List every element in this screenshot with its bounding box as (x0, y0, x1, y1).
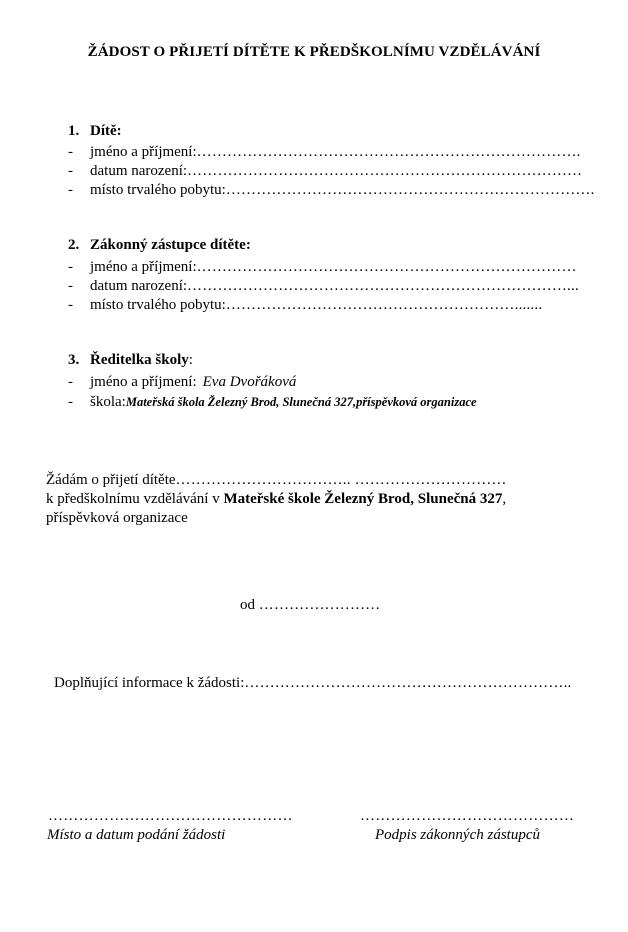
request-line-1 (46, 471, 507, 489)
child-name-row (68, 143, 581, 161)
child-residence-row (68, 181, 595, 199)
section-guardian-heading (68, 237, 251, 254)
section-number: 1. (68, 123, 80, 139)
form-title: ŽÁDOST O PŘIJETÍ DÍTĚTE K PŘEDŠKOLNÍMU VZDĚLÁVÁNÍ (87, 44, 541, 60)
signature-blank: …………………………………… (360, 808, 575, 824)
child-birthdate-blank: …………………………………………………………………… (187, 163, 583, 179)
section-title: Dítě: (90, 123, 122, 139)
section-colon: : (188, 352, 193, 368)
list-dash: - (68, 374, 73, 390)
list-dash: - (68, 394, 73, 410)
list-dash: - (68, 163, 73, 179)
list-dash: - (68, 259, 73, 275)
child-name-label: jméno a příjmení: (90, 144, 197, 160)
section-number: 3. (68, 352, 80, 368)
school-value: Mateřská škola Železný Brod, Slunečná 327,příspěvková organizace (125, 395, 477, 409)
list-dash: - (68, 297, 73, 313)
school-row (68, 393, 477, 411)
section-child-heading (68, 123, 122, 140)
place-date-blank: ………………………………………… (48, 808, 293, 824)
guardian-name-label: jméno a příjmení: (90, 259, 197, 275)
guardian-birthdate-blank: …………………………………………………………………... (187, 278, 579, 294)
list-dash: - (68, 182, 73, 198)
request-text: Žádám o přijetí dítěte (46, 472, 176, 488)
section-title: Ředitelka školy (90, 352, 189, 368)
list-dash: - (68, 278, 73, 294)
child-name-blank: …………………………………………………………………. (196, 144, 581, 160)
request-line-3 (46, 509, 188, 527)
section-headmistress-heading (68, 352, 193, 369)
guardian-name-blank: ………………………………………………………………… (196, 259, 577, 275)
child-residence-blank: ………………………………………………………………. (225, 182, 595, 198)
section-number: 2. (68, 237, 80, 253)
child-birthdate-row (68, 162, 582, 180)
guardian-birthdate-row (68, 277, 579, 295)
headmistress-name-label: jméno a příjmení: (90, 374, 197, 390)
section-title: Zákonný zástupce dítěte: (90, 237, 251, 253)
child-birthdate-label: datum narození: (90, 163, 188, 179)
place-date-label: Místo a datum podání žádosti (47, 827, 226, 843)
guardian-residence-row (68, 296, 542, 314)
from-date-row (240, 596, 380, 614)
signature-label: Podpis zákonných zástupců (375, 827, 540, 843)
request-comma: , (502, 491, 507, 507)
guardian-name-row (68, 258, 577, 276)
child-residence-label: místo trvalého pobytu: (90, 182, 226, 198)
school-name: Mateřské škole Železný Brod, Slunečná 327 (223, 491, 503, 507)
child-blank: …………………………….. ………………………… (175, 472, 507, 488)
guardian-residence-blank: …………………………………………………....... (225, 297, 543, 313)
guardian-birthdate-label: datum narození: (90, 278, 188, 294)
guardian-residence-label: místo trvalého pobytu: (90, 297, 226, 313)
request-text: příspěvková organizace (46, 510, 188, 526)
additional-info-row (54, 674, 571, 692)
additional-info-blank: ……………………………………………………….. (244, 675, 572, 691)
from-label: od (240, 597, 255, 613)
request-text: k předškolnímu vzdělávání v (46, 491, 224, 507)
additional-info-label: Doplňující informace k žádosti: (54, 675, 245, 691)
list-dash: - (68, 144, 73, 160)
request-line-2 (46, 490, 506, 508)
headmistress-name-row (68, 373, 296, 391)
school-label: škola: (90, 394, 126, 410)
headmistress-name-value: Eva Dvořáková (202, 374, 297, 390)
from-date-blank: …………………… (258, 597, 381, 613)
